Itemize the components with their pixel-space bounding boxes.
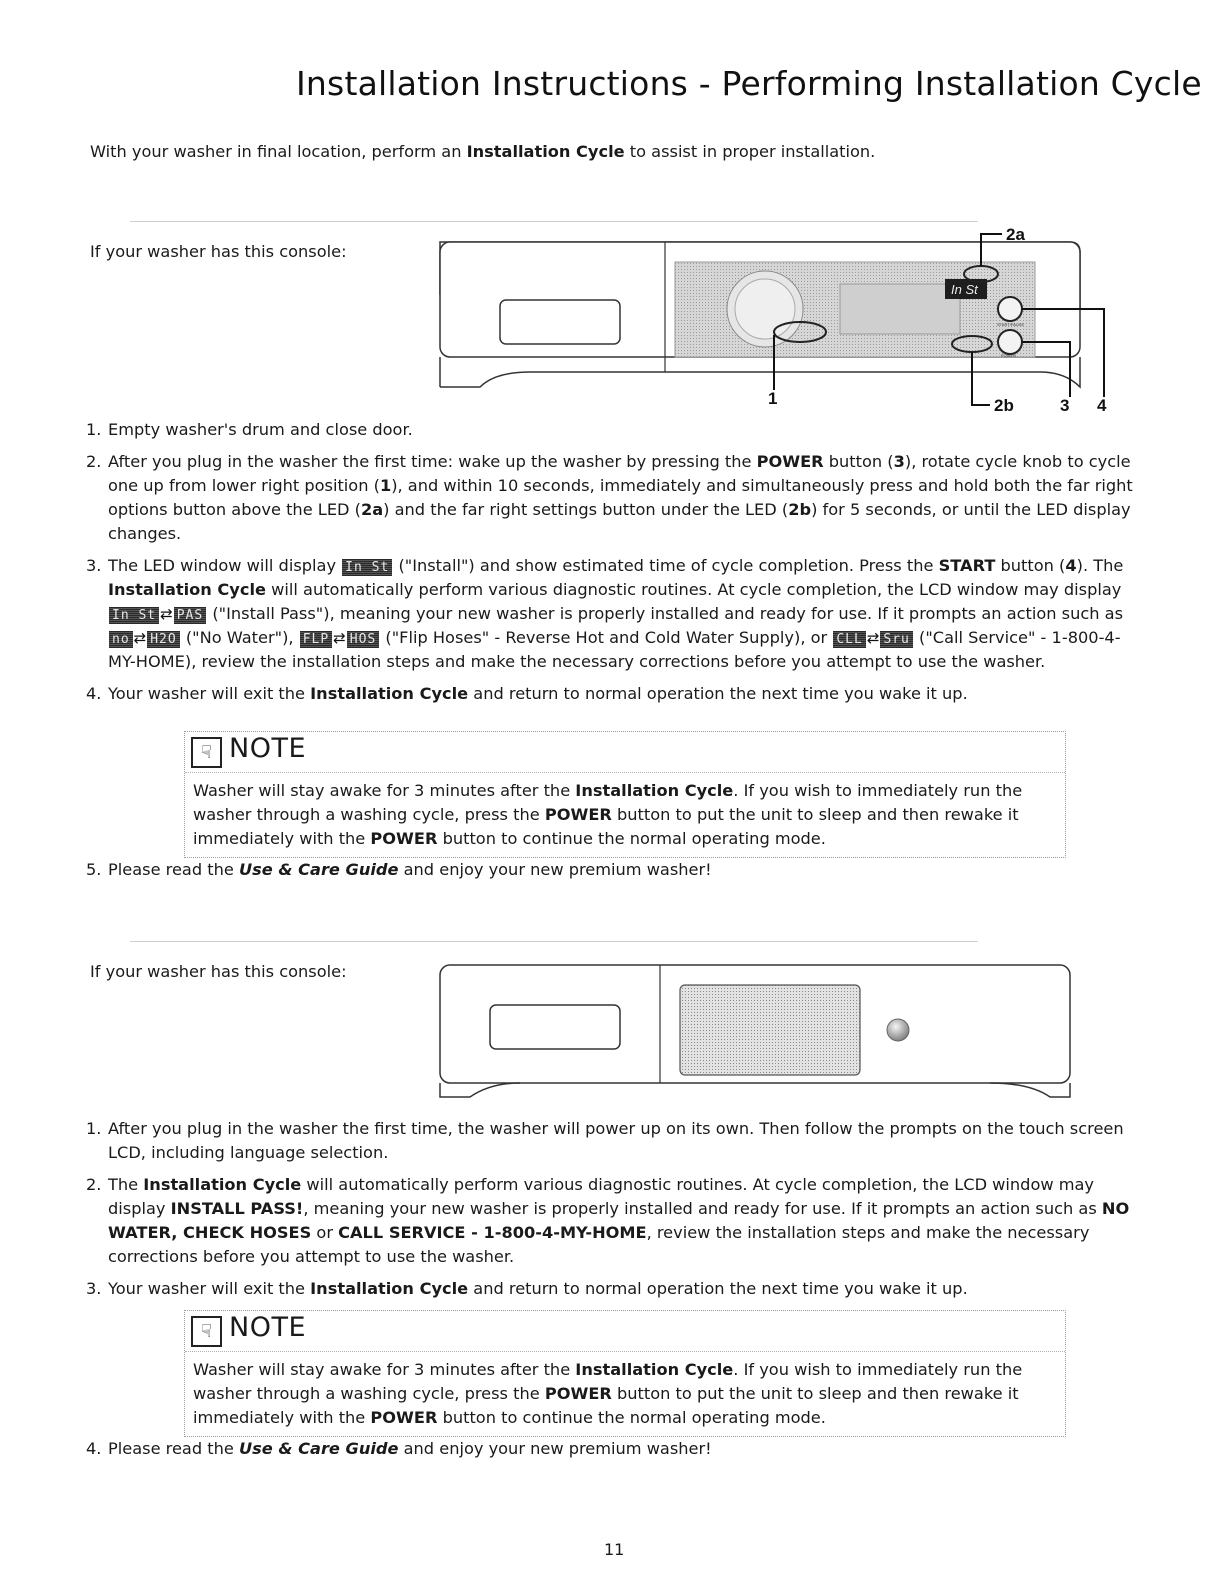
lcd-no-water-2: H2O	[147, 631, 179, 648]
start-pause-button	[998, 297, 1022, 321]
note-body: Washer will stay awake for 3 minutes after the Installation Cycle. If you wish to immediately run the washer through a washing cycle, press the POWER button to put the unit to sleep and then rewake it immediately with the POWER button to continue the normal operating mode.	[193, 1360, 1023, 1427]
console-diagram-2	[430, 955, 1080, 1115]
section2-step-4: 4. Please read the Use & Care Guide and enjoy your new premium washer!	[86, 1439, 712, 1458]
section-divider	[130, 941, 978, 942]
cycle-arrows-icon: ⇄	[866, 629, 880, 647]
power-label: POWER	[1001, 353, 1017, 358]
lcd-call-1: CLL	[833, 631, 865, 648]
note-title: NOTE	[229, 733, 307, 764]
start-label: START/PAUSE	[997, 322, 1025, 327]
dispenser-drawer	[490, 1005, 620, 1049]
leader-2b	[972, 352, 990, 405]
section1-step-2: 2. After you plug in the washer the first time: wake up the washer by pressing the POWER button (3), rotate cycle knob to cycle one up from lower right position (1), and within 10 seconds, immediately and simultaneously press and hold both the far right options button above the LED (2a) and the far right settings button under the LED (2b) for 5 seconds, or until the LED display changes.	[86, 452, 1133, 543]
note-hand-icon: ☟	[191, 1316, 222, 1347]
section2-steps	[86, 1117, 1146, 1309]
console-base	[440, 1083, 1070, 1097]
callout-1: 1	[768, 389, 778, 408]
lcd-install-pass-2: PAS	[174, 607, 206, 624]
console-label-2: If your washer has this console:	[90, 962, 347, 981]
console-base	[440, 357, 1080, 387]
lcd-flip-2: HOS	[347, 631, 379, 648]
power-knob	[887, 1019, 909, 1041]
intro-post: to assist in proper installation.	[624, 142, 876, 161]
section1-step-1: 1. Empty washer's drum and close door.	[86, 420, 413, 439]
callout-2a: 2a	[1006, 225, 1025, 244]
intro-pre: With your washer in final location, perform an	[90, 142, 467, 161]
section1-step-4: 4. Your washer will exit the Installation Cycle and return to normal operation the next time you wake it up.	[86, 684, 968, 703]
led-window	[840, 284, 960, 334]
note-box-1	[184, 731, 1066, 858]
section1-step-3: 3. The LED window will display In St ("Install") and show estimated time of cycle completion. Press the START button (4). The Installation Cycle will automatically perform various diagnostic routines. At cycle completion, the LCD window may display In St ⇄ PAS ("Install Pass"), meaning your new washer is properly installed and ready for use. If it prompts an action such as no ⇄ H2O ("No Water"), FLP ⇄ HOS ("Flip Hoses" - Reverse Hot and Cold Water Supply), or CLL ⇄ Sru ("Call Service" - 1-800-4-MY-HOME), review the installation steps and make the necessary corrections before you attempt to use the washer.	[86, 556, 1124, 671]
cycle-arrows-icon: ⇄	[333, 629, 346, 647]
cycle-arrows-icon: ⇄	[133, 629, 147, 647]
intro-text	[90, 140, 875, 164]
callout-3: 3	[1060, 396, 1070, 415]
note-box-2	[184, 1310, 1066, 1437]
section2-step-3: 3. Your washer will exit the Installation Cycle and return to normal operation the next time you wake it up.	[86, 1279, 968, 1298]
note-hand-icon: ☟	[191, 737, 222, 768]
lcd-install: In St	[342, 559, 392, 576]
touch-screen-lcd	[680, 985, 860, 1075]
cycle-arrows-icon: ⇄	[160, 605, 173, 623]
section2-step-1: 1. After you plug in the washer the first time, the washer will power up on its own. Then follow the prompts on the touch screen LCD, including language selection.	[86, 1119, 1124, 1162]
section2-step-2: 2. The Installation Cycle will automatically perform various diagnostic routines. At cycle completion, the LCD window may display INSTALL PASS!, meaning your new washer is properly installed and ready for use. If it prompts an action such as NO WATER, CHECK HOSES or CALL SERVICE - 1-800-4-MY-HOME, review the installation steps and make the necessary corrections before you attempt to use the washer.	[86, 1175, 1130, 1266]
power-button	[998, 330, 1022, 354]
section2-steps-cont	[86, 1437, 1146, 1469]
section1-steps-cont	[86, 858, 1146, 890]
lcd-call-2: Sru	[880, 631, 912, 648]
section1-step-5: 5. Please read the Use & Care Guide and enjoy your new premium washer!	[86, 860, 712, 879]
console-label-1: If your washer has this console:	[90, 242, 347, 261]
page-title: Installation Instructions - Performing Installation Cycle	[296, 64, 1202, 103]
lcd-no-water-1: no	[109, 631, 133, 648]
console-diagram-1	[420, 212, 1120, 418]
callout-2b: 2b	[994, 396, 1014, 415]
lcd-install-pass-1: In St	[109, 607, 159, 624]
callout-4: 4	[1097, 396, 1107, 415]
led-display-text: In St	[951, 282, 978, 297]
note-body: Washer will stay awake for 3 minutes after the Installation Cycle. If you wish to immediately run the washer through a washing cycle, press the POWER button to put the unit to sleep and then rewake it immediately with the POWER button to continue the normal operating mode.	[193, 781, 1023, 848]
note-title: NOTE	[229, 1312, 307, 1343]
dispenser-drawer	[500, 300, 620, 344]
page-number: 11	[604, 1540, 625, 1559]
lcd-flip-1: FLP	[300, 631, 332, 648]
intro-bold: Installation Cycle	[466, 142, 625, 161]
section1-steps	[86, 418, 1146, 714]
